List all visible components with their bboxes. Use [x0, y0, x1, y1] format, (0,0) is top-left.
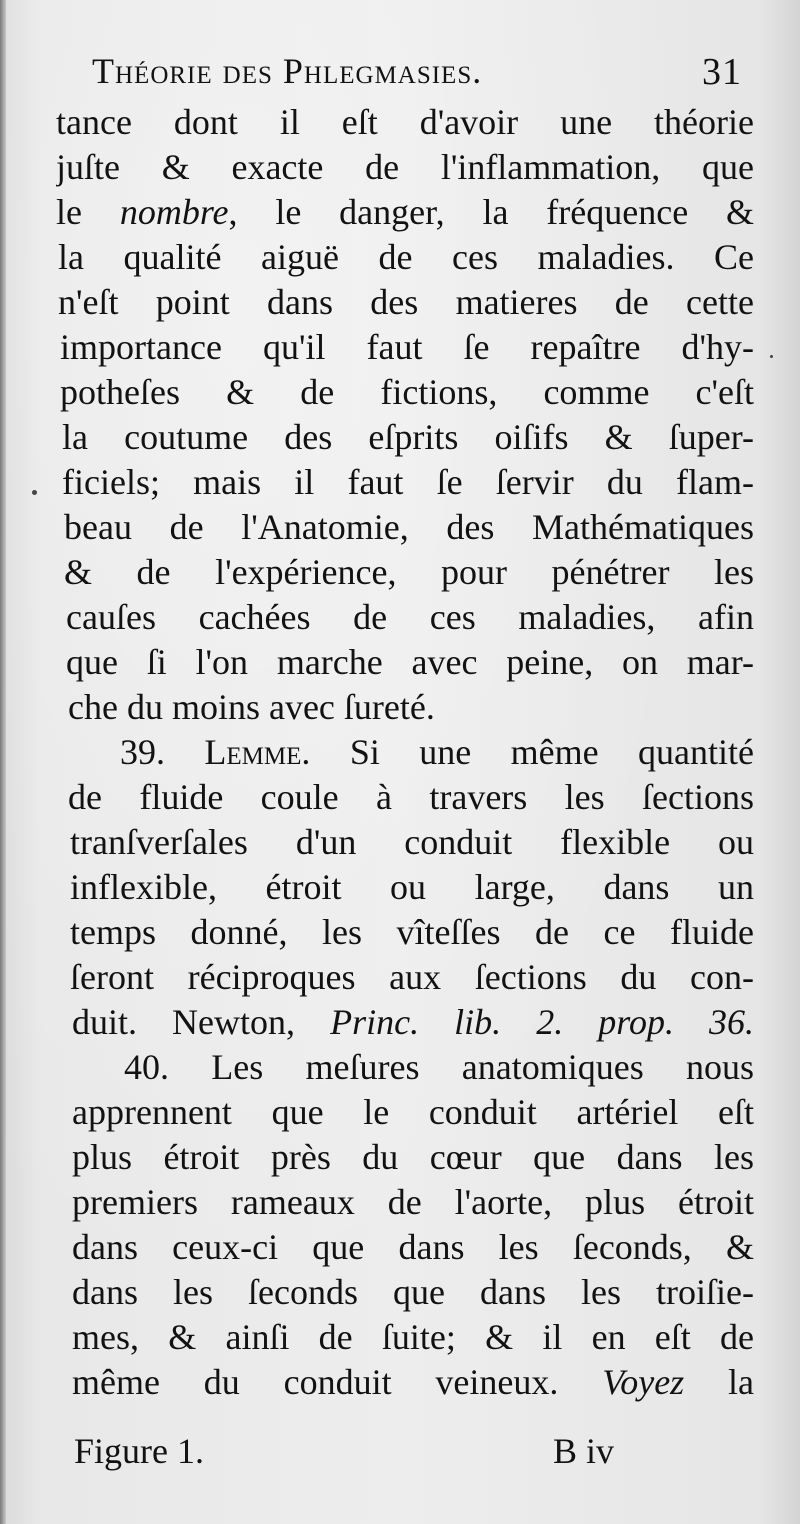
text-line: que ſi l'on marche avec peine, on mar- — [66, 642, 754, 682]
text-line: temps donné, les vîteſſes de ce fluide — [70, 912, 754, 952]
text-line — [72, 1360, 754, 1405]
text-line: plus étroit près du cœur que dans les — [72, 1137, 754, 1177]
body-text — [54, 100, 754, 1405]
text-line — [72, 1000, 754, 1045]
text-line: cauſes cachées de ces maladies, afin — [66, 597, 754, 637]
text-line: ficiels; mais il faut ſe ſervir du flam- — [62, 462, 754, 502]
text-line: importance qu'il faut ſe repaître d'hy- — [60, 327, 754, 367]
text-line: juſte & exacte de l'inflammation, que — [56, 147, 754, 187]
figure-reference: Figure 1. — [74, 1431, 204, 1471]
text-line: la qualité aiguë de ces maladies. Ce — [58, 237, 754, 277]
text-line: la coutume des eſprits oiſifs & ſuper- — [62, 417, 754, 457]
text-line: che du moins avec ſureté. — [68, 687, 435, 727]
text-line: & de l'expérience, pour pénétrer les — [64, 552, 754, 592]
text-run: même du conduit veineux. — [72, 1362, 603, 1402]
text-line: beau de l'Anatomie, des Mathématiques — [64, 507, 754, 547]
italic-word: Voyez — [602, 1362, 685, 1402]
page-footer — [74, 1430, 614, 1478]
paragraph-40-first-line: 40. Les meſures anatomiques nous — [124, 1047, 754, 1087]
text-line: mes, & ainſi de ſuite; & il en eſt de — [72, 1317, 754, 1357]
text-line — [56, 190, 754, 235]
text-line: apprennent que le conduit artériel eſt — [72, 1092, 754, 1132]
text-run: , le danger, la fréquence & — [228, 192, 754, 232]
text-run: Si une même quantité — [310, 732, 754, 772]
italic-word: nombre — [119, 192, 229, 232]
text-run: la — [684, 1362, 754, 1402]
text-line: dans ceux-ci que dans les ſeconds, & — [72, 1227, 754, 1267]
text-run: duit. Newton, — [72, 1002, 331, 1042]
page-number: 31 — [702, 51, 742, 93]
signature-mark: B iv — [552, 1431, 614, 1471]
text-line: potheſes & de fictions, comme c'eſt — [60, 372, 754, 412]
ink-speck — [770, 355, 773, 358]
lemma-label: Lemme. — [204, 732, 311, 772]
citation: Princ. lib. 2. prop. 36. — [330, 1002, 754, 1042]
paragraph-39-first-line — [68, 730, 754, 775]
text-line: tance dont il eſt d'avoir une théorie — [56, 102, 754, 142]
text-run: le — [56, 192, 120, 232]
running-head — [92, 50, 742, 100]
text-line: premiers rameaux de l'aorte, plus étroit — [72, 1182, 754, 1222]
page-edge-shadow — [0, 0, 6, 1524]
ink-speck — [32, 490, 37, 495]
text-line: ſeront réciproques aux ſections du con- — [70, 957, 754, 997]
running-title: Théorie des Phlegmasies. — [92, 51, 483, 91]
text-line: inflexible, étroit ou large, dans un — [70, 867, 754, 907]
text-line: n'eſt point dans des matieres de cette — [58, 282, 754, 322]
text-line: dans les ſeconds que dans les troiſie- — [72, 1272, 754, 1312]
paragraph-number: 39. — [120, 732, 165, 772]
text-line: tranſverſales d'un conduit flexible ou — [70, 822, 754, 862]
text-line: de fluide coule à travers les ſections — [68, 777, 754, 817]
